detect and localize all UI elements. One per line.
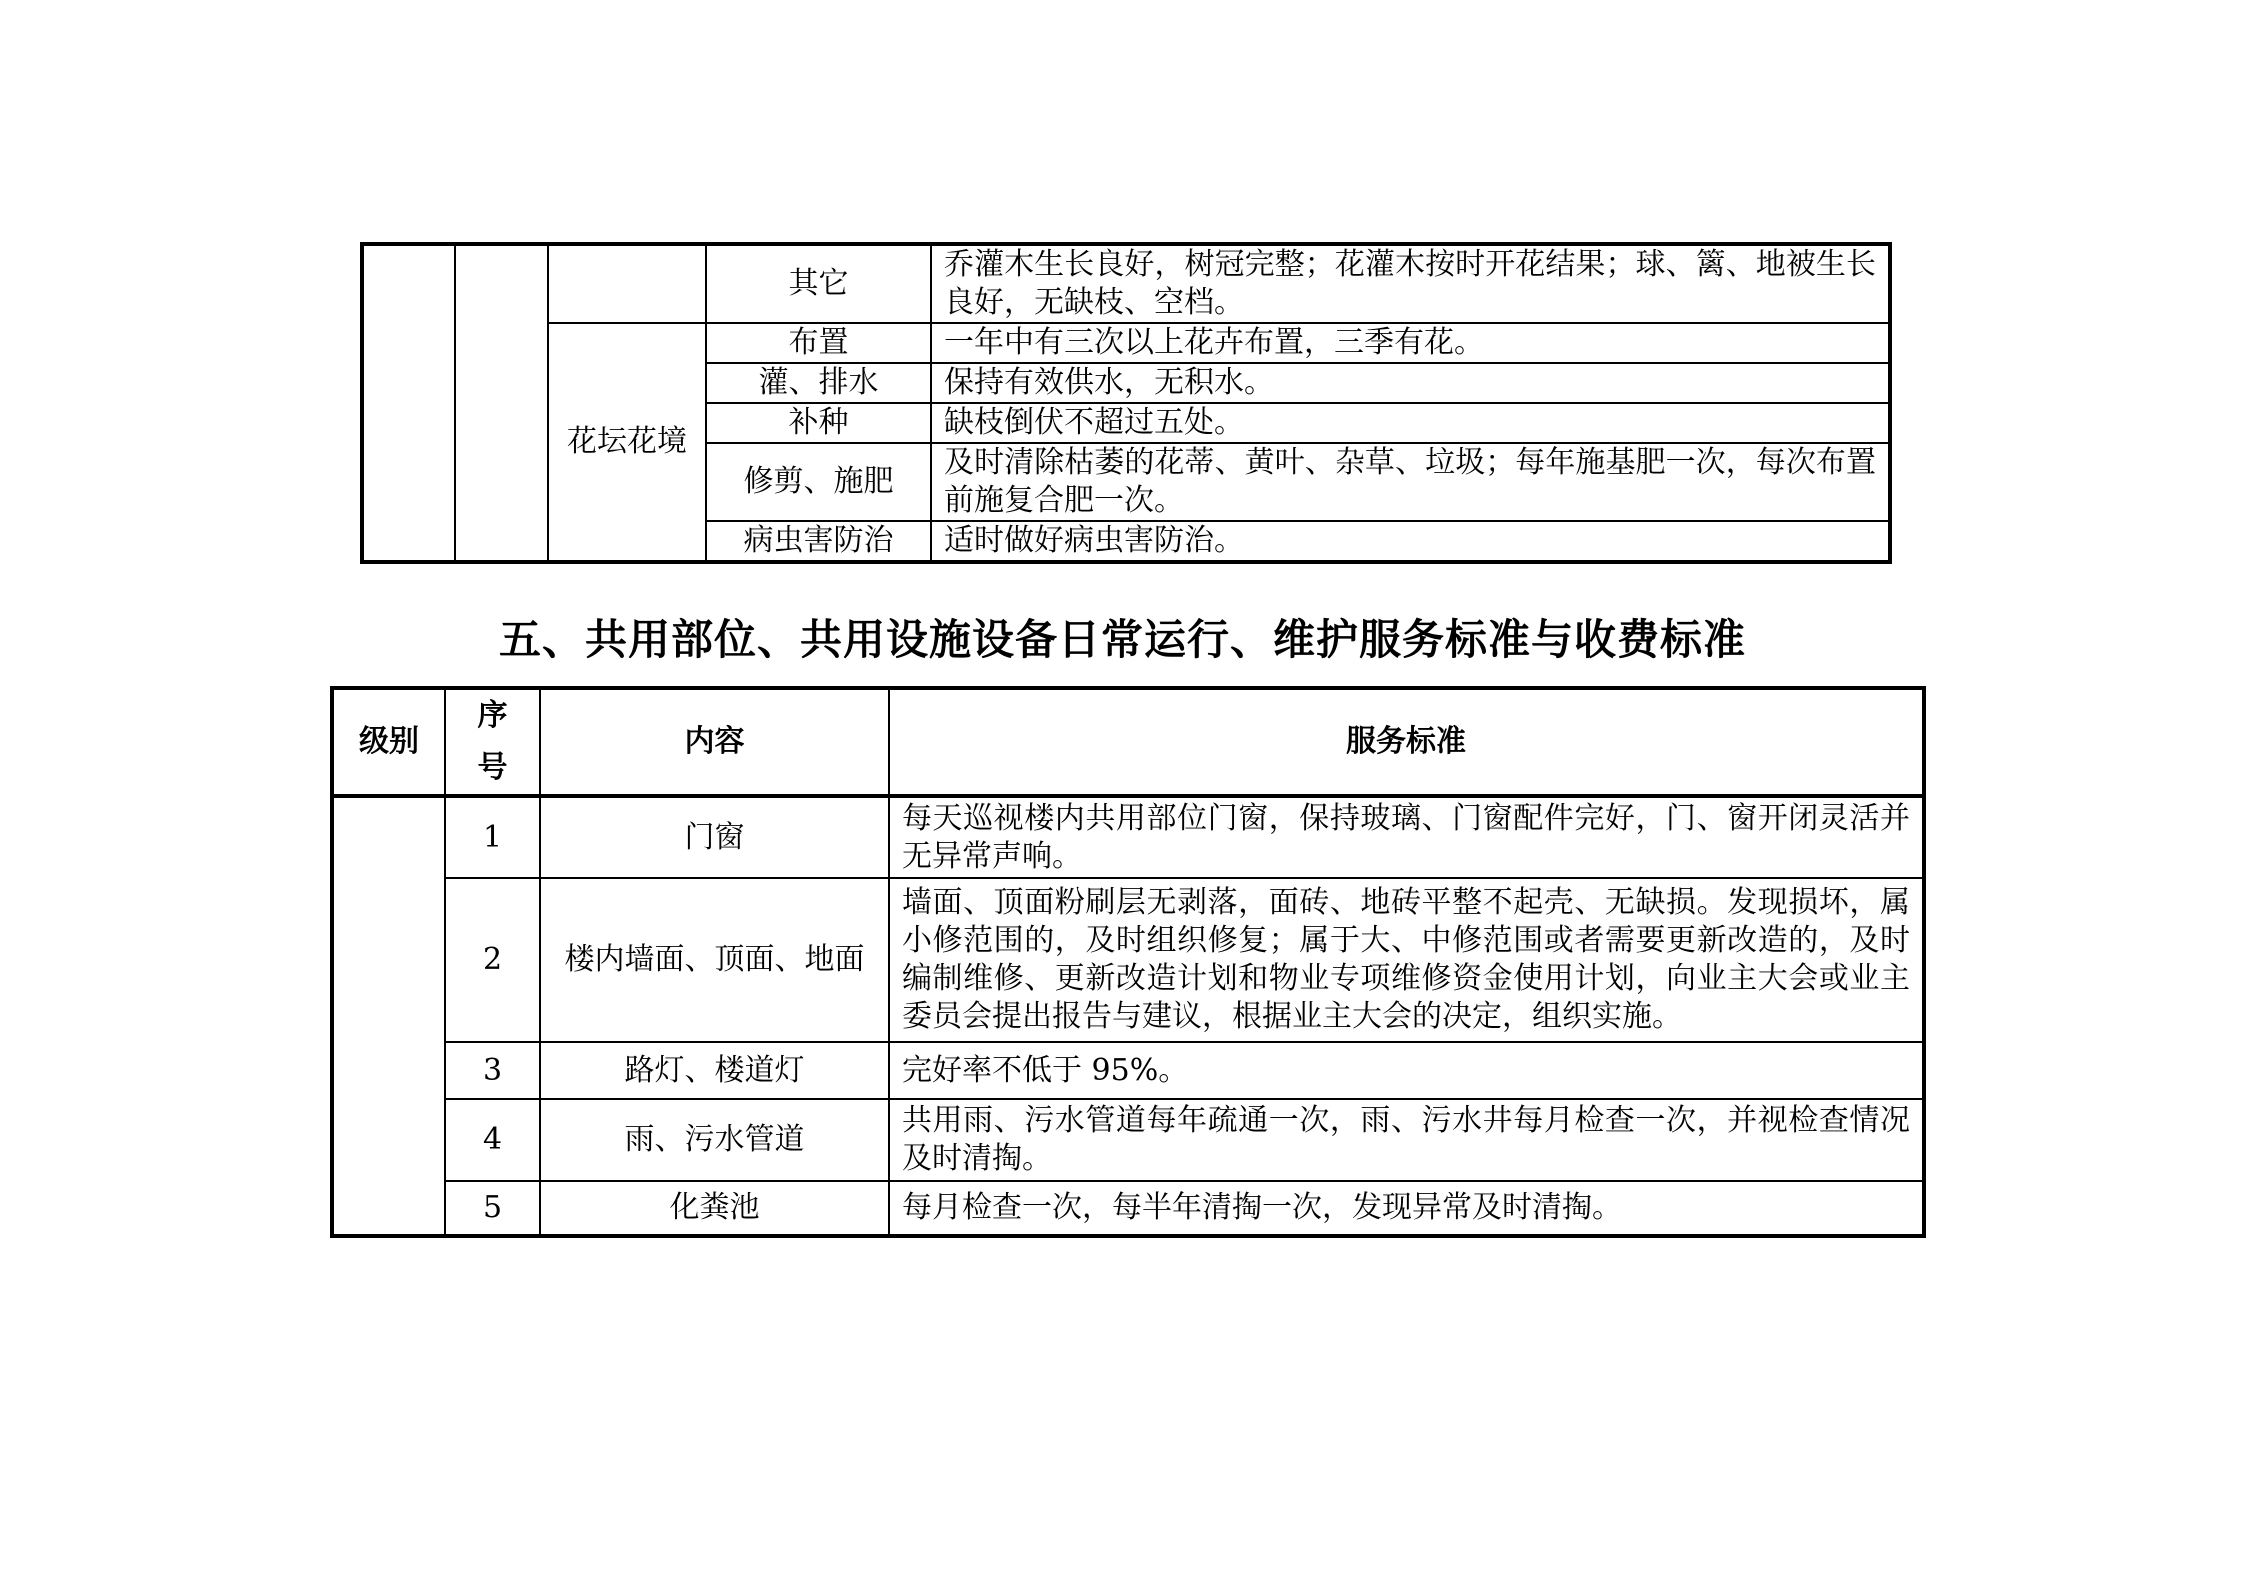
empty-cell — [362, 244, 455, 562]
header-content: 内容 — [540, 688, 889, 796]
header-row — [332, 688, 1924, 796]
seq-cell: 1 — [445, 796, 540, 878]
table-row — [362, 244, 1890, 323]
table-row — [332, 878, 1924, 1042]
standard-cell: 共用雨、污水管道每年疏通一次，雨、污水井每月检查一次，并视检查情况及时清掏。 — [889, 1099, 1924, 1181]
empty-cell — [548, 244, 706, 323]
standard-cell: 及时清除枯萎的花蒂、黄叶、杂草、垃圾；每年施基肥一次，每次布置前施复合肥一次。 — [931, 443, 1890, 521]
table-row — [332, 1042, 1924, 1099]
table-row — [362, 323, 1890, 363]
content-cell: 化粪池 — [540, 1181, 889, 1236]
item-cell: 其它 — [706, 244, 931, 323]
seq-cell: 2 — [445, 878, 540, 1042]
standard-cell: 缺枝倒伏不超过五处。 — [931, 403, 1890, 443]
standard-cell: 每天巡视楼内共用部位门窗，保持玻璃、门窗配件完好，门、窗开闭灵活并无异常声响。 — [889, 796, 1924, 878]
standard-cell: 保持有效供水，无积水。 — [931, 363, 1890, 403]
standard-cell: 乔灌木生长良好，树冠完整；花灌木按时开花结果；球、篱、地被生长良好，无缺枝、空档。 — [931, 244, 1890, 323]
item-cell: 补种 — [706, 403, 931, 443]
table-row — [332, 796, 1924, 878]
content-cell: 楼内墙面、顶面、地面 — [540, 878, 889, 1042]
item-cell: 灌、排水 — [706, 363, 931, 403]
standard-cell: 一年中有三次以上花卉布置，三季有花。 — [931, 323, 1890, 363]
facility-maintenance-table — [330, 686, 1926, 1238]
empty-cell — [455, 244, 548, 562]
table-row — [332, 1099, 1924, 1181]
seq-cell: 3 — [445, 1042, 540, 1099]
table-row — [332, 1181, 1924, 1236]
content-cell: 雨、污水管道 — [540, 1099, 889, 1181]
header-level: 级别 — [332, 688, 445, 796]
header-seq — [445, 688, 540, 796]
item-cell: 修剪、施肥 — [706, 443, 931, 521]
seq-cell: 5 — [445, 1181, 540, 1236]
header-seq-text: 序号 — [477, 698, 508, 785]
content-cell: 路灯、楼道灯 — [540, 1042, 889, 1099]
standard-cell: 适时做好病虫害防治。 — [931, 521, 1890, 562]
standard-cell: 完好率不低于 95%。 — [889, 1042, 1924, 1099]
header-standard: 服务标准 — [889, 688, 1924, 796]
level-cell — [332, 796, 445, 1236]
group-cell: 花坛花境 — [548, 323, 706, 562]
seq-cell: 4 — [445, 1099, 540, 1181]
standard-cell: 每月检查一次，每半年清掏一次，发现异常及时清掏。 — [889, 1181, 1924, 1236]
content-cell: 门窗 — [540, 796, 889, 878]
item-cell: 病虫害防治 — [706, 521, 931, 562]
greening-standard-table — [360, 242, 1892, 564]
item-cell: 布置 — [706, 323, 931, 363]
standard-cell: 墙面、顶面粉刷层无剥落，面砖、地砖平整不起壳、无缺损。发现损坏，属小修范围的，及时组织修复；属于大、中修范围或者需要更新改造的，及时编制维修、更新改造计划和物业专项维修资金使用计划，向业主大会或业主委员会提出报告与建议，根据业主大会的决定，组织实施。 — [889, 878, 1924, 1042]
section-title: 五、共用部位、共用设施设备日常运行、维护服务标准与收费标准 — [498, 615, 1746, 664]
